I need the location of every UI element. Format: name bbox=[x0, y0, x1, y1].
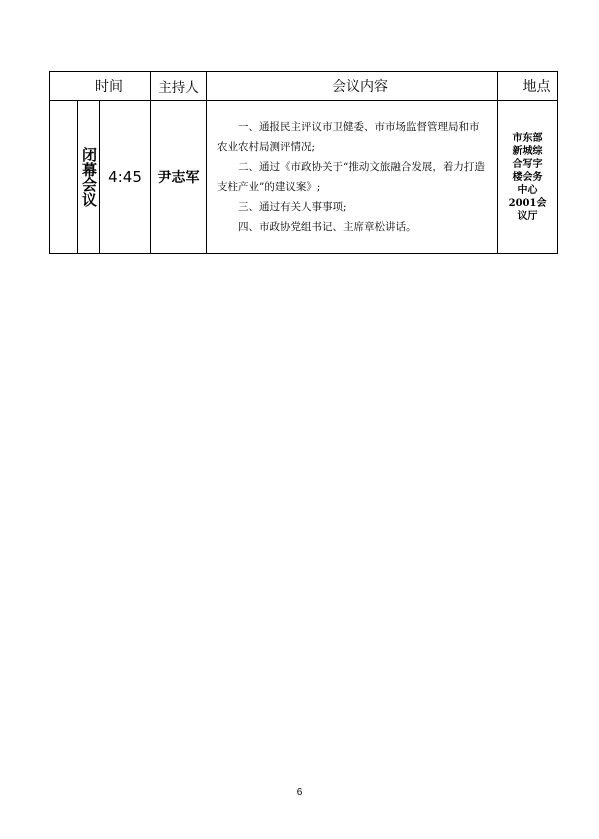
blank-cell bbox=[50, 101, 78, 254]
header-place: 地点 bbox=[498, 72, 558, 101]
place-line: 市东部 bbox=[512, 132, 543, 144]
place-line: 楼会务 bbox=[512, 171, 543, 183]
host-cell: 尹志军 bbox=[151, 101, 207, 254]
header-row bbox=[50, 72, 558, 101]
schedule-table bbox=[49, 71, 558, 254]
place-line: 合写字 bbox=[512, 158, 543, 170]
place-line: 议厅 bbox=[517, 210, 538, 222]
header-host: 主持人 bbox=[151, 72, 207, 101]
header-time: 时间 bbox=[50, 72, 151, 101]
table-row bbox=[50, 101, 558, 254]
header-content: 会议内容 bbox=[207, 72, 498, 101]
agenda-item: 一、通报民主评议市卫健委、市市场监督管理局和市农业农村局测评情况; bbox=[217, 121, 480, 153]
time-cell: 4:45 bbox=[100, 101, 151, 254]
place-cell bbox=[498, 101, 558, 254]
page-number: 6 bbox=[296, 787, 303, 798]
place-line: 2001会 bbox=[508, 197, 547, 209]
session-name: 闭幕会议 bbox=[80, 147, 98, 207]
agenda-item: 三、通过有关人事事项; bbox=[238, 201, 347, 213]
session-cell bbox=[78, 101, 100, 254]
place-line: 新城综 bbox=[512, 145, 543, 157]
agenda-item: 四、市政协党组书记、主席章松讲话。 bbox=[238, 221, 417, 233]
agenda-item: 二、通过《市政协关于“推动文旅融合发展，着力打造支柱产业”的建议案》; bbox=[217, 161, 485, 193]
place-line: 中心 bbox=[517, 184, 538, 196]
agenda-cell bbox=[207, 101, 498, 254]
